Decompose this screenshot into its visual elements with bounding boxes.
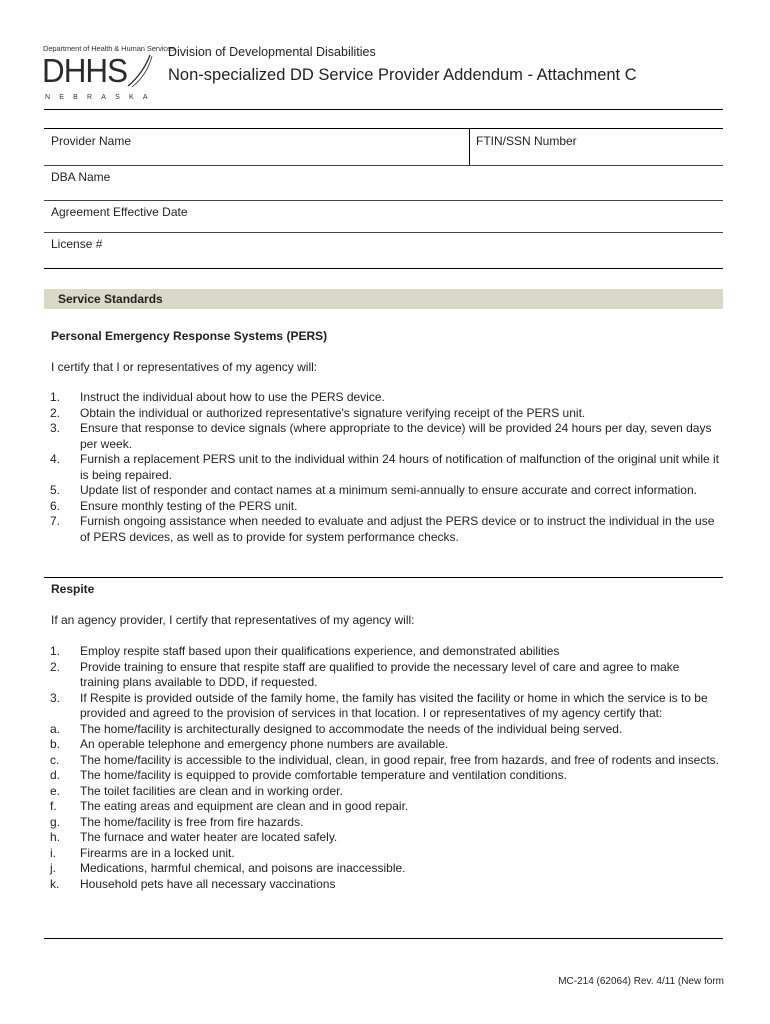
logo-name: DHHS	[42, 52, 128, 89]
list-item: h. The furnace and water heater are located safely.	[50, 830, 338, 844]
form-row-divider	[44, 200, 723, 201]
field-divider	[469, 128, 470, 165]
provider-name-field[interactable]: Provider Name	[51, 134, 132, 148]
list-item: 1. Employ respite staff based upon their qualifications experience, and demonstrated abilities	[50, 644, 560, 658]
service-standards-label: Service Standards	[58, 292, 163, 306]
dhhs-logo	[40, 44, 175, 104]
list-item: 3. Ensure that response to device signals (where appropriate to the device) will be provided 24 hours per day, seven days per week.	[50, 421, 712, 451]
form-bottom-border	[44, 268, 723, 269]
list-item: 4. Furnish a replacement PERS unit to the individual within 24 hours of notification of malfunction of the original unit while it is being repaired.	[50, 452, 720, 482]
respite-list	[50, 644, 720, 892]
respite-heading: Respite	[51, 582, 95, 596]
list-item: e. The toilet facilities are clean and in working order.	[50, 783, 343, 798]
list-item: a. The home/facility is architecturally designed to accommodate the needs of the individual being served.	[50, 721, 623, 736]
division-name: Division of Developmental Disabilities	[168, 45, 376, 59]
list-item: j. Medications, harmful chemical, and poisons are inaccessible.	[50, 861, 406, 875]
list-item: c. The home/facility is accessible to the individual, clean, in good repair, free from hazards, and free of rodents and insects.	[50, 752, 720, 767]
list-item: 5. Update list of responder and contact names at a minimum semi-annually to ensure accurate and correct information.	[50, 483, 697, 497]
list-item: g. The home/facility is free from fire hazards.	[50, 814, 304, 829]
section-divider	[44, 577, 723, 578]
service-standards-bar	[44, 289, 723, 309]
dba-name-field[interactable]: DBA Name	[51, 170, 111, 184]
list-item: i. Firearms are in a locked unit.	[50, 845, 235, 860]
pers-list	[50, 390, 720, 545]
respite-intro: If an agency provider, I certify that representatives of my agency will:	[51, 613, 415, 627]
list-item: 6. Ensure monthly testing of the PERS unit.	[50, 498, 298, 513]
form-row-divider	[44, 165, 723, 166]
list-item: 3. If Respite is provided outside of the family home, the family has visited the facility or home in which the service is to be provided and agreed to the provision of services in that location. I or representatives of my agency certify that:	[50, 690, 708, 720]
list-item: b. An operable telephone and emergency phone numbers are available.	[50, 737, 449, 751]
logo-state: NEBRASKA	[45, 94, 157, 101]
header-divider	[44, 109, 723, 110]
page-title: Non-specialized DD Service Provider Addendum - Attachment C	[168, 66, 637, 84]
section-divider	[44, 938, 723, 939]
logo-department: Department of Health & Human Services	[43, 44, 175, 53]
list-item: d. The home/facility is equipped to provide comfortable temperature and ventilation conditions.	[50, 768, 567, 782]
list-item: f. The eating areas and equipment are clean and in good repair.	[50, 799, 409, 813]
list-item: 1. Instruct the individual about how to use the PERS device.	[50, 390, 385, 404]
form-row-divider	[44, 232, 723, 233]
form-id: MC-214 (62064) Rev. 4/11 (New form	[558, 976, 724, 987]
list-item: k. Household pets have all necessary vaccinations	[50, 876, 336, 891]
pers-intro: I certify that I or representatives of my agency will:	[51, 360, 318, 374]
list-item: 2. Provide training to ensure that respite staff are qualified to provide the necessary level of care and agree to make training plans available to DDD, if requested.	[50, 659, 680, 689]
effective-date-field[interactable]: Agreement Effective Date	[51, 205, 188, 219]
list-item: 7. Furnish ongoing assistance when needed to evaluate and adjust the PERS device or to instruct the individual in the use of PERS devices, as well as to provide for system performance checks.	[50, 514, 715, 544]
ftin-field[interactable]: FTIN/SSN Number	[476, 134, 577, 148]
form-top-border	[44, 128, 723, 129]
license-field[interactable]: License #	[51, 237, 103, 251]
pers-heading: Personal Emergency Response Systems (PERS)	[51, 329, 328, 343]
list-item: 2. Obtain the individual or authorized representative's signature verifying receipt of the PERS unit.	[50, 405, 586, 420]
